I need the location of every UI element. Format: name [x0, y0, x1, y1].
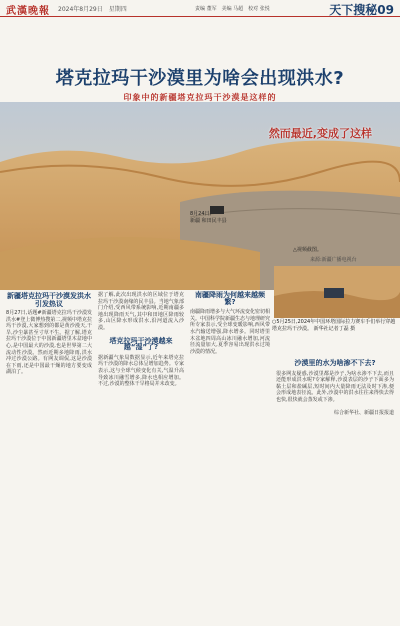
car-caption: 8月24日, 新疆 和田民丰县 [190, 211, 227, 224]
column-3-question-wrap [190, 292, 270, 305]
column-1-title: 新疆塔克拉玛干沙漠发洪水引发热议 [7, 292, 91, 308]
column-4-text: 很多网友疑惑,沙漠里都是沙子,为啥水渗不下去,而且还能形成洪水呢?专家解释,沙漠表层的沙子下面多为黏土层和盐碱层,短时间内大量降雨无法及时下渗,便会形成地表径流。此外,沙漠中的洪水往往来得快去得也快,很快就会蒸发或下渗。 [276, 370, 394, 403]
column-2-text: 据新疆气象局数据显示,近年来塔克拉玛干沙漠的降水总体呈增加趋势。专家表示,这与全球气候变化有关,气温升高导致冰川融雪增多,降水也相应增加。不过,沙漠的整体干旱格局并未改变。 [98, 354, 184, 388]
column-2-question: 塔克拉玛干沙漠越来越“湿”了? [109, 336, 173, 352]
masthead: 武漢晚報 [6, 6, 50, 17]
column-4 [276, 360, 394, 416]
video-caption: △视频截图。 [293, 247, 322, 253]
column-3-text: 南疆降雨增多与大气环流变化密切相关。中国科学院新疆生态与地理研究所专家表示,受全球变暖影响,西风带水汽输送增强,降水增多。同时塔里木盆地四周高山冰川融水增加,河流径流量加大,夏季容易出现洪水过境沙漠的情况。 [190, 309, 271, 355]
issue-date: 2024年8月29日 星期四 [58, 6, 127, 13]
editors-line: 责编 董军 美编 马超 校对 张悦 [195, 6, 270, 12]
column-4-question: 沙漠里的水为啥渗不下去? [294, 359, 376, 367]
column-2-question-wrap [98, 338, 184, 351]
source-caption: 来源:新疆广播电视台 [310, 257, 357, 263]
page-header [0, 0, 400, 17]
headline: 塔克拉玛干沙漠里为啥会出现洪水? [55, 68, 345, 89]
column-1 [6, 292, 92, 376]
column-3 [190, 292, 270, 355]
column-2 [98, 292, 184, 388]
section-title: 天下搜秘09 [329, 3, 394, 17]
column-3-question: 南疆降雨为何越来越频繁? [195, 291, 265, 306]
subhead: 印象中的新疆塔克拉玛干沙漠是这样的 [123, 93, 277, 102]
column-2-lead: 据了解,此次出现洪水的区域位于塔克拉玛干沙漠南缘的民丰县。当地气象部门介绍,受西风带系统影响,近期南疆多地出现降雨天气,其中和田地区降雨较多,山区降水形成洪水,沿河道流入沙漠。 [98, 292, 184, 331]
photo-tag: 然而最近,变成了这样 [268, 127, 372, 140]
column-4-question-wrap [276, 360, 394, 367]
rally-caption: ○5月25日,2024年中国环塔国际拉力赛车手们举行穿越塔克拉玛干沙漠。 新华社记者丁磊 摄 [272, 319, 396, 332]
reporter-line: 综合新华社、新疆日报报道 [333, 409, 394, 416]
column-1-text: 8月27日,话题#新疆塔克拉玛干沙漠发洪水#登上微博热搜第二,视频中塔克拉玛干沙漠,大家想到的都是黄沙漫天,干旱,沙尘暴甚至寸草不生。据了解,塔克拉玛干沙漠位于中国新疆塔里木盆地中心,是中国最大的沙漠,也是世界第二大流动性沙漠。然而近期多地降雨,洪水冲过沙漠公路。有网友调侃,这是沙漠在下雨,还是中国最干燥的地方要变成湖泊了。 [6, 310, 92, 376]
rally-photo [274, 266, 400, 318]
